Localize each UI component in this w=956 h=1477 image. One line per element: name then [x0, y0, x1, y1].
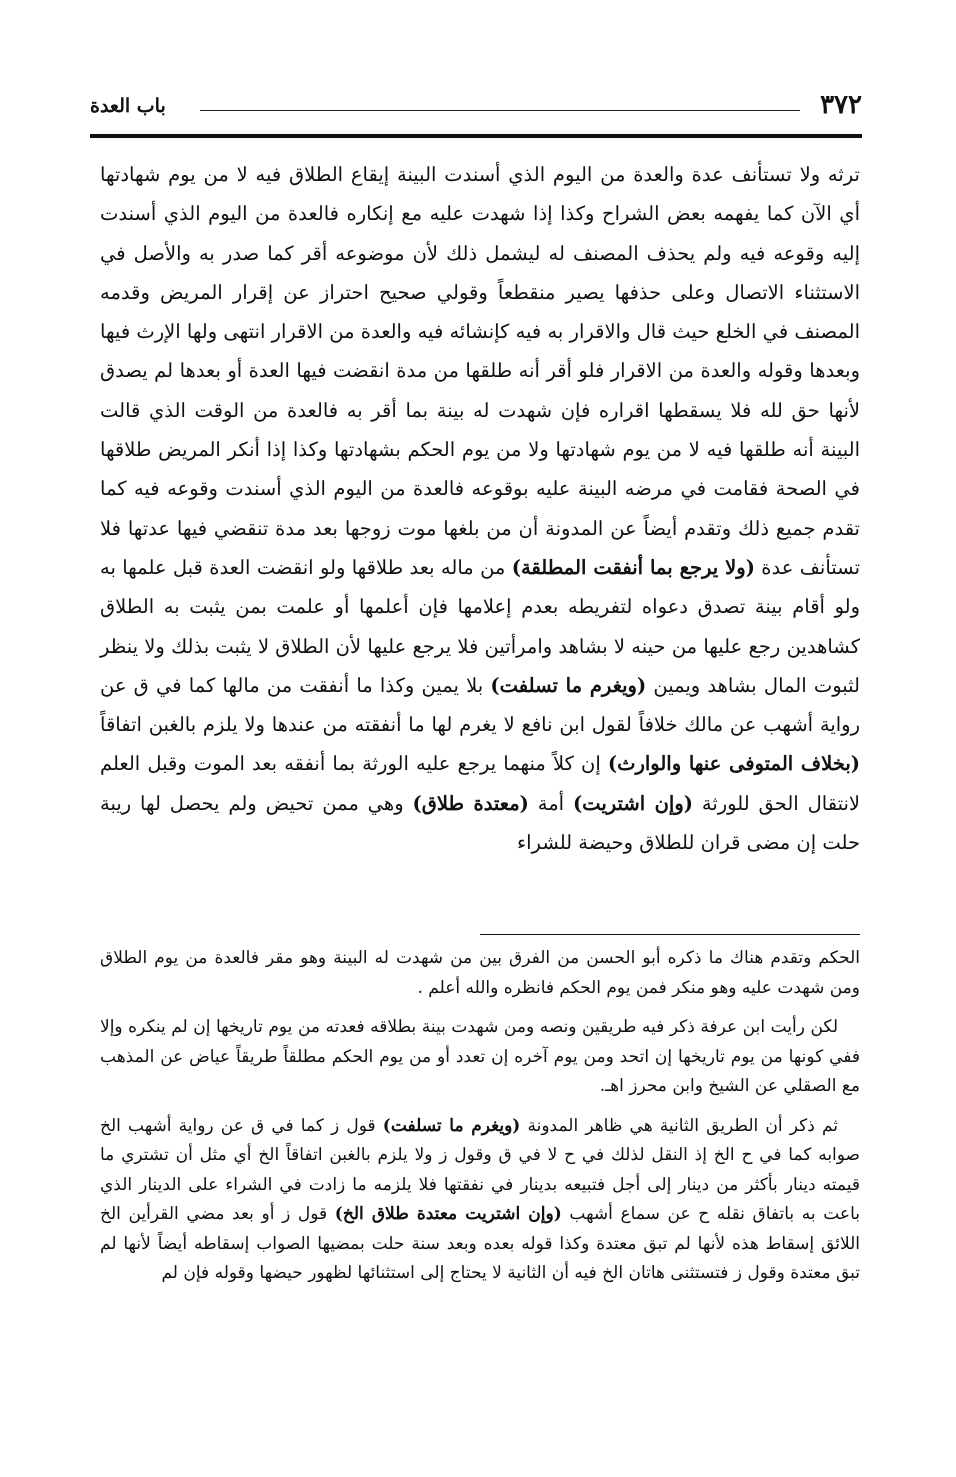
footnote-paragraph: الحكم وتقدم هناك ما ذكره أبو الحسن من الفرق بين من شهدت له البينة وهو مقر فالعدة من يوم الطلاق ومن شهدت عليه وهو منكر فمن يوم الحكم فانظره والله أعلم . [100, 948, 860, 998]
footnotes [100, 944, 860, 1299]
quoted-text: (وإن اشتريت) [572, 791, 693, 815]
text-segment: ثم ذكر أن الطريق الثانية هي ظاهر المدونة [520, 1115, 838, 1136]
text-segment: بلا يمين وكذا ما أنفقت من مالها كما في ق عن رواية أشهب عن مالك خلافاً لقول ابن نافع لا يغرم لها ما أنفقته من عندها ولا يلزم بالغبن اتفاقاً [100, 673, 860, 737]
text-segment: من ماله بعد طلاقها ولو انقضت العدة قبل علمها به ولو أقام بينة تصدق دعواه لتفريطه بعدم إعلامها فإن أعلمها أو علمت بمن يثبت به الطلاق كشاهدين رجع عليها من حينه لا بشاهد وامرأتين فلا يرجع عليها لأن الطلاق لا يثبت بذلك ولا ينظر لثبوت المال بشاهد ويمين [100, 555, 860, 697]
quoted-text: (بخلاف المتوفى عنها والوارث) [607, 752, 860, 776]
page-number: ٣٧٢ [820, 90, 862, 120]
quoted-text: (معتدة طلاق) [412, 791, 529, 815]
footnote-paragraph: لكن رأيت ابن عرفة ذكر فيه طريقين ونصه ومن شهدت بينة بطلاقه فعدته من يوم تاريخها إن لم ينكره وإلا ففي كونها من يوم تاريخها إن اتحد ومن يوم آخره إن تعدد أو من يوم الحكم مطلقاً طريقاً عياض عن المذهب مع الصقلي عن الشيخ وابن محرز اهـ. [100, 1017, 860, 1096]
text-segment: ترثه ولا تستأنف عدة والعدة من اليوم الذي أسندت البينة إيقاع الطلاق فيه لا من يوم شهادتها أي الآن كما يفهمه بعض الشراح وكذا إذا شهدت عليه مع إنكاره فالعدة من اليوم الذي أسندت إليه وقوعه فيه ولم يحذف المصنف له ليشمل ذلك لأن موضوعه أقر كما صدر به والأصل في الاستثناء الاتصال وعلى حذفها يصير منقطعاً وقولي صحيح احتراز عن إقرار المريض وقدمه المصنف في الخلع حيث قال والاقرار به فيه كإنشائه فيه والعدة من الاقرار انتهى ولها الإرث فيها وبعدها وقوله والعدة من الاقرار فلو أقر أنه طلقها من مدة انقضت فيها العدة أو بعدها لم يصدق لأنها حق لله فلا يسقطها اقراره فإن شهدت له بينة بما أقر به فالعدة من الوقت الذي قالت البينة أنه طلقها فيه لا من يوم شهادتها ولا من يوم الحكم بشهادتها وكذا إذا أنكر المريض طلاقها في الصحة فقامت في مرضه البينة عليه بوقوعه فالعدة من اليوم الذي أسندت وقوعه فيه كما تقدم جميع ذلك وتقدم أيضاً عن المدونة أن من بلغها موت زوجها بعد مدة تنقضي فيها عدتها فلا تستأنف عدة [100, 163, 860, 579]
main-paragraph [100, 155, 860, 862]
text-segment: أمة [528, 791, 573, 815]
text-segment: قول ز أو بعد مضي القرأين الخ اللائق إسقاط هذه لأنها لم تبق معتدة وكذا قوله بعده وبعد سنة حلت بمضيها الصواب إسقاطه أيضاً لأنها لم تبق معتدة وقول ز فتستثنى هاتان الخ فيه أن الثانية لا يحتاج إلى استثنائها لظهور حيضها وقوله فإن لم [100, 1204, 860, 1283]
header-divider [200, 110, 800, 111]
footnote-paragraph [100, 1112, 860, 1289]
quoted-text: (ولا يرجع بما أنفقت المطلقة) [511, 555, 755, 579]
text-segment: وهي ممن تحيض ولم يحصل لها ريبة حلت إن مضى قران للطلاق وحيضة للشراء [100, 791, 860, 855]
quoted-text: (ويغرم ما تسلفت) [382, 1115, 521, 1136]
header-rule [90, 134, 862, 138]
quoted-text: (ويغرم ما تسلفت) [490, 673, 647, 697]
text-segment: إن كلاً منهما يرجع عليه الورثة بما أنفقه بعد الموت وقبل العلم لانتقال الحق للورثة [100, 752, 860, 815]
quoted-text: (وإن اشتريت معتدة طلاق الخ) [334, 1204, 562, 1224]
running-title: باب العدة [90, 95, 166, 117]
main-text [100, 155, 860, 862]
footnote-divider [480, 934, 860, 935]
text-segment: قول ز كما في ق عن رواية أشهب الخ صوابه كما في ح الخ إذ النقل لذلك في ح لا في ق وقول ز ولا يلزم بالغبن اتفاقاً الخ أي مثل أن تشتري ما قيمته دينار بأكثر من دينار إلى أجل فتبيعه بدينار في نفقتها فلا يلزمه ما زادت في الشراء على الدينار الذي باعت به باتفاق نقله ح عن سماع أشهب [100, 1115, 860, 1224]
page-header [90, 88, 862, 128]
